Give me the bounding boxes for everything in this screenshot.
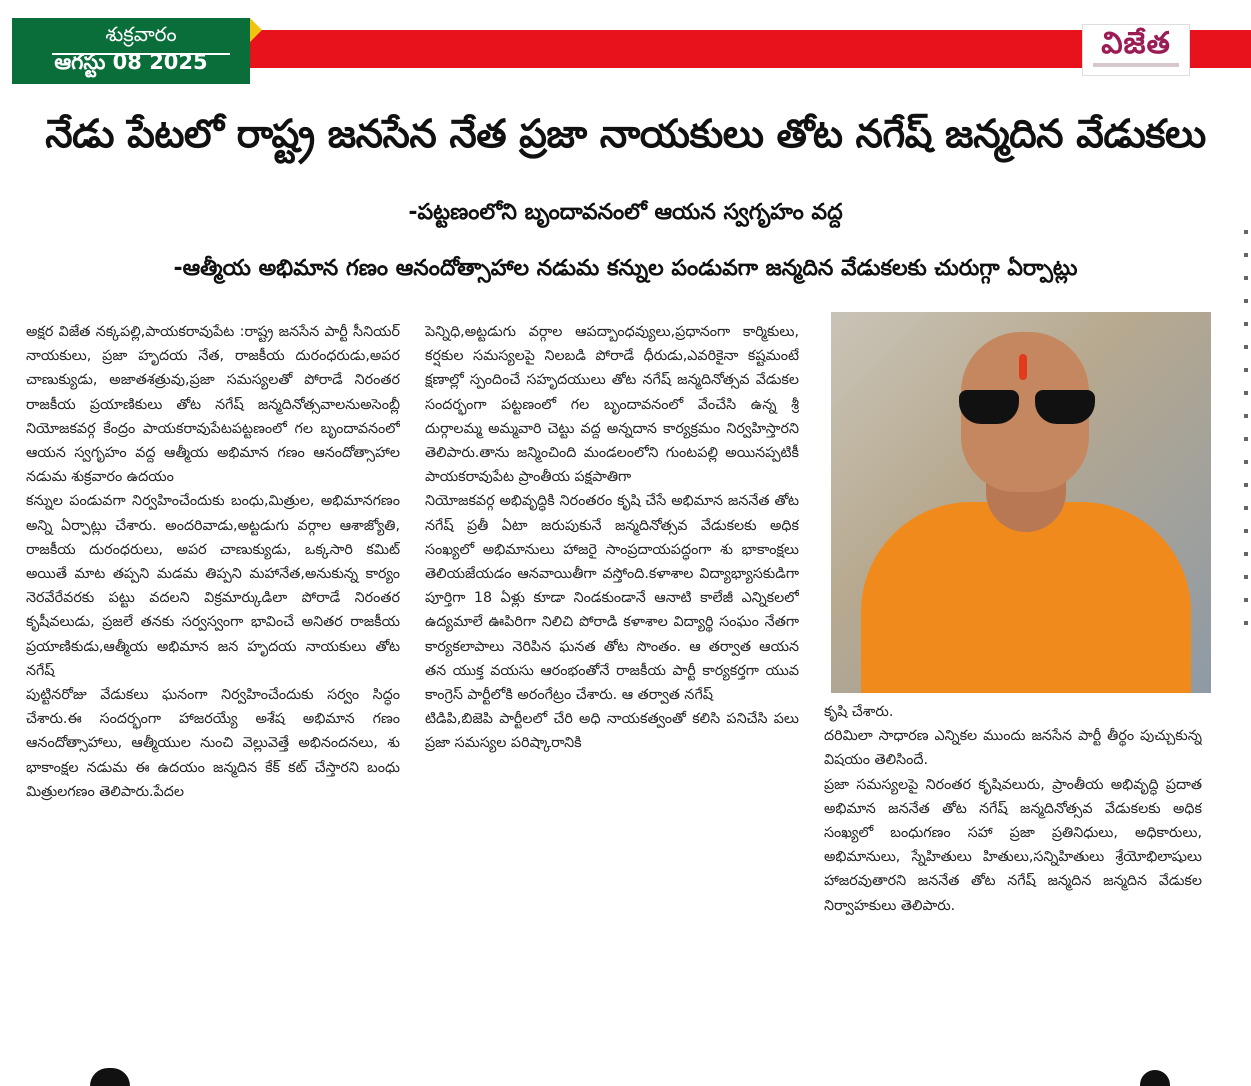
tilak-mark [1019,354,1027,380]
newspaper-logo [1082,24,1190,76]
subheadline-1: -పట్టణంలోని బృందావనంలో ఆయన స్వగృహం వద్ద [408,200,843,225]
paragraph: పెన్నిధి,అట్టడుగు వర్గాల ఆపద్బాంధవ్యులు,ప్రధానంగా కార్మికులు, కర్షకుల సమస్యలపై నిలబడి పోరాడే ధీరుడు,ఎవరికైనా కష్టమంటే క్షణాల్లో స్పందించే సహృదయులు తోట నగేష్ జన్మదినోత్సవ వేడుకల సందర్భంగా పట్టణంలో గల బృందావనంలో వేంచేసి ఉన్న శ్రీ దుర్గాలమ్మ అమ్మవారి చెట్టు వద్ద అన్నదాన కార్యక్రమం నిర్వహిస్తారని తెలిపారు.తాను జన్మించింది మండలంలోని గుంటపల్లి అయినప్పటికీ పాయకరావుపేట ప్రాంతీయ పక్షపాతిగా [425,324,799,486]
paragraph: టిడిపి,బిజెపి పార్టీలలో చేరి అధి నాయకత్వంతో కలిసి పనిచేసి పలు ప్రజా సమస్యల పరిష్కారానికి [425,711,799,752]
article-column-3 [824,700,1202,1000]
day-label: శుక్రవారం [52,22,230,55]
paragraph: దరిమిలా సాధారణ ఎన్నికల ముందు జనసేన పార్టీ తీర్థం పుచ్చుకున్న విషయం తెలిసిందే. [824,728,1202,769]
paragraph: నియోజకవర్గ అభివృద్ధికి నిరంతరం కృషి చేసే అభిమాన జననేత తోట నగేష్ ప్రతీ ఏటా జరుపుకునే జన్మదినోత్సవ వేడుకలకు అధిక సంఖ్యలో అభిమానులు హాజరై సాంప్రదాయపద్ధంగా శు భాకాంక్షలు తెలియజేయడం ఆనవాయితీగా వస్తోంది.కళాశాల విద్యాభ్యాసకుడిగా పూర్తిగా 18 ఏళ్లు కూడా నిండకుండానే ఆనాటి కాలేజీ ఎన్నికలలో ఉద్యమాలే ఊపిరిగా నిలిచి పోరాడి కళాశాల విద్యార్థి సంఘం నేతగా కార్యకలాపాలు నెరిపిన ఘనత తోట సొంతం. ఆ తర్వాత ఆయన తన యుక్త వయసు ఆరంభంతోనే రాజకీయ పార్టీ కార్యకర్తగా యువ కాంగ్రెస్ పార్టీలోకి అరంగేట్రం చేశారు. ఆ తర్వాత నగేష్ [425,493,799,704]
date-box [12,18,250,84]
paragraph: కృషి చేశారు. [824,704,894,720]
adjacent-page-edge [1240,230,1251,630]
article-column-2 [425,320,799,1050]
logo-text: విజేత [1101,26,1171,61]
article-column-1 [26,320,400,1050]
paragraph: పుట్టినరోజు వేడుకలు ఘనంగా నిర్వహించేందుకు సర్వం సిద్ధం చేశారు.ఈ సందర్భంగా హాజరయ్యే అశేష అభిమాన గణం ఆనందోత్సాహాలు, ఆత్మీయుల నుంచి వెల్లువెత్తే అభినందనలు, శు భాకాంక్షల నడుమ ఈ ఉదయం జన్మదిన కేక్ కట్ చేస్తారని బంధు మిత్రులగణం తెలిపారు.పేదల [26,687,400,800]
paragraph: అక్షర విజేత నక్కపల్లి,పాయకరావుపేట :రాష్ట్ర జనసేన పార్టీ సీనియర్ నాయకులు, ప్రజా హృదయ నేత, రాజకీయ దురంధరుడు,అపర చాణుక్యుడు, అజాతశత్రువు,ప్రజా సమస్యలతో పోరాడే నిరంతర రాజకీయ ప్రయాణికులు తోట నగేష్ జన్మదినోత్సవాలనుఅసెంబ్లీ నియోజకవర్గ కేంద్రం పాయకరావుపేటపట్టణంలో గల బృందావనంలో ఆయన స్వగృహం వద్ద ఆత్మీయ అభిమాన గణం ఆనందోత్సాహాల నడుమ శుక్రవారం ఉదయం [26,324,400,486]
page-banner [0,0,1251,90]
portrait-photo [831,312,1211,693]
logo-tagline [1093,63,1179,67]
sunglasses [957,390,1097,424]
paragraph: ప్రజా సమస్యలపై నిరంతర కృషివలురు, ప్రాంతీయ అభివృద్ధి ప్రదాత అభిమాన జననేత తోట నగేష్ జన్మదినోత్సవ వేడుకలకు అధిక సంఖ్యలో బంధుగణం సహా ప్రజా ప్రతినిధులు, అధికారులు, అభిమానులు, స్నేహితులు హితులు,సన్నిహితులు శ్రేయోభిలాషులు హాజరవుతారని జననేత తోట నగేష్ జన్మదిన జన్మదిన వేడుకల నిర్వాహకులు తెలిపారు. [824,776,1202,914]
article-headline: నేడు పేటలో రాష్ట్ర జనసేన నేత ప్రజా నాయకులు తోట నగేష్ జన్మదిన వేడుకలు [45,112,1206,157]
next-article-fragment [1140,1070,1170,1086]
yellow-accent [250,18,262,42]
paragraph: కన్నుల పండువగా నిర్వహించేందుకు బంధు,మిత్రుల, అభిమానగణం అన్ని ఏర్పాట్లు చేశారు. అందరివాడు,అట్టడుగు వర్గాల ఆశాజ్యోతి, రాజకీయ దురంధరులు, అపర చాణుక్యుడు, ఒక్కసారి కమిట్ అయితే మాట తప్పని మడమ తిప్పని మహానేత,అనుకున్న కార్యం నెరవేరేవరకు పట్టు వదలని విక్రమార్కుడిలా పోరాడే నిరంతర కృషీవలుడు, ప్రజలే తనకు సర్వస్వంగా భావించే అనితర రాజకీయ ప్రయాణికుడు,ఆత్మీయ అభిమాన జన హృదయ నాయకులు తోట నగేష్ [26,493,400,679]
date-label: ఆగస్టు 08 2025 [54,50,208,74]
next-article-fragment [90,1068,130,1086]
subheadline-2: -ఆత్మీయ అభిమాన గణం ఆనందోత్సాహాల నడుమ కన్నుల పండువగా జన్మదిన వేడుకలకు చురుగ్గా ఏర్పాట్లు [173,256,1078,281]
